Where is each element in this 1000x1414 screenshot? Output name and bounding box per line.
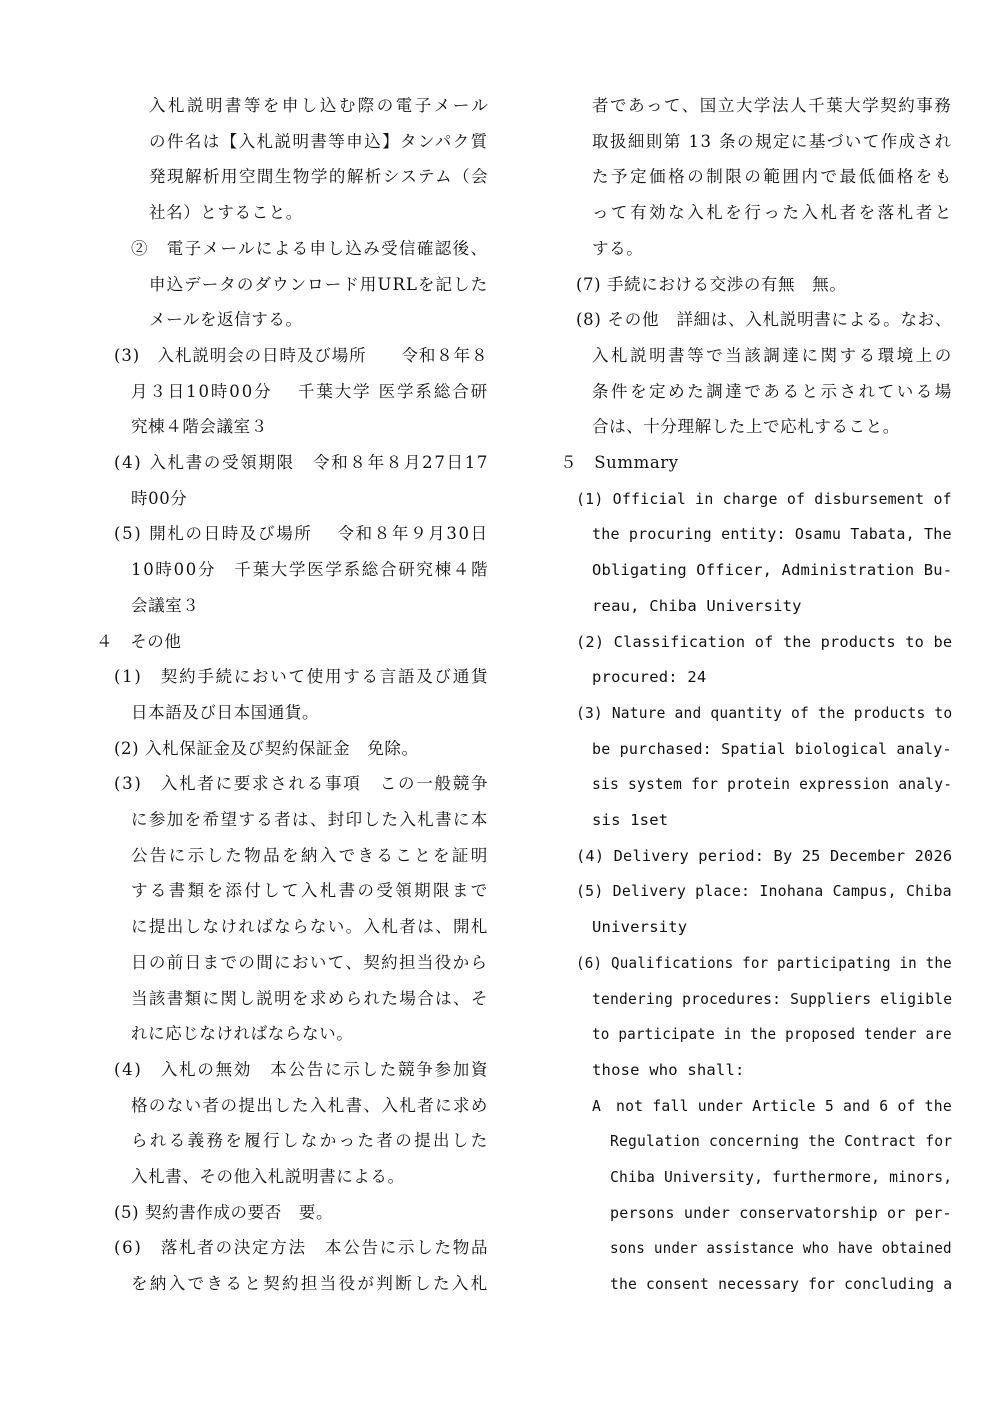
left-text-line: 発現解析用空間生物学的解析システム（会 [149,167,490,187]
left-text-line: 社名）とすること。 [149,203,303,223]
left-text-line: られる義務を履行しなかった者の提出した [131,1131,490,1151]
right-text-line: (5) Delivery place: Inohana Campus, Chiba [576,882,952,901]
left-text-line: 会議室３ [131,595,200,615]
right-text-line: the procuring entity: Osamu Tabata, The [592,525,952,544]
left-text-line: 時00分 [131,488,188,508]
left-text-line: の件名は【入札説明書等申込】タンパク質 [149,131,489,151]
right-text-line: 合は、十分理解した上で応札すること。 [592,417,900,437]
left-text-line: (4) 入札書の受領期限 令和８年８月27日17 [114,453,490,472]
right-text-line: 取扱細則第 13 条の規定に基づいて作成され [592,131,953,151]
right-text-line: sis system for protein expression analy- [592,775,953,794]
right-text-line: sons under assistance who have obtained [610,1239,952,1258]
right-text-line: those who shall: [592,1060,745,1079]
left-text-line: 公告に示した物品を納入できることを証明 [131,845,490,865]
right-text-line: persons under conservatorship or per- [610,1203,952,1222]
left-text-line: に参加を希望する者は、封印した入札書に本 [131,810,489,829]
right-text-line: sis 1set [592,811,669,829]
left-text-line: (3) 入札説明会の日時及び場所 令和８年８ [114,345,489,365]
left-text-line: 日の前日までの間において、契約担当役から [131,952,489,972]
right-text-line: 入札説明書等で当該調達に関する環境上の [592,345,954,365]
right-text-line: (6) Qualifications for participating in the [576,953,952,972]
left-text-line: (5) 開札の日時及び場所 令和８年９月30日 [114,524,489,544]
right-text-line: ５ Summary [560,453,679,472]
left-text-line: (2) 入札保証金及び契約保証金 免除。 [114,738,419,758]
right-text-line: reau, Chiba University [592,596,802,615]
right-text-line: (3) Nature and quantity of the products to [576,703,953,722]
right-text-line: (1) Official in charge of disbursement of [576,489,952,508]
right-text-line: (2) Classification of the products to be [576,632,953,651]
left-text-line: 入札説明書等を申し込む際の電子メール [149,96,491,115]
left-text-line: 月３日10時00分 千葉大学 医学系総合研 [131,381,489,401]
right-text-line: た予定価格の制限の範囲内で最低価格をも [592,167,954,187]
right-text-line: tendering procedures: Suppliers eligible [592,989,953,1008]
left-text-line: 申込データのダウンロード用URLを記した [149,274,489,294]
left-text-line: 究棟４階会議室３ [131,417,268,437]
left-text-line: メールを返信する。 [149,310,303,330]
left-text-line: 10時00分 千葉大学医学系総合研究棟４階 [131,560,490,580]
left-text-line: (5) 契約書作成の要否 要。 [114,1202,334,1222]
left-text-line: ４ その他 [96,631,182,651]
left-text-line: する書類を添付して入札書の受領期限まで [131,881,490,901]
right-text-line: (7) 手続における交渉の有無 無。 [576,274,847,294]
left-text-line: れに応じなければならない。 [131,1024,354,1044]
right-text-line: Regulation concerning the Contract for [610,1132,953,1151]
left-text-line: 格のない者の提出した入札書、入札者に求め [131,1095,489,1115]
right-text-line: Obligating Officer, Administration Bu- [592,561,953,580]
right-text-line: University [592,918,688,937]
left-text-line: (6) 落札者の決定方法 本公告に示した物品 [114,1238,490,1258]
right-text-line: って有効な入札を行った入札者を落札者と [592,203,954,223]
right-text-line: する。 [592,238,644,258]
right-text-line: procured: 24 [592,668,707,687]
left-text-line: (4) 入札の無効 本公告に示した競争参加資 [114,1059,490,1079]
right-text-line: the consent necessary for concluding a [610,1275,953,1294]
left-text-line: ② 電子メールによる申し込み受信確認後、 [131,238,489,258]
left-text-line: (1) 契約手続において使用する言語及び通貨 [114,667,490,687]
right-text-line: 条件を定めた調達であると示されている場 [592,381,954,401]
right-text-line: (4) Delivery period: By 25 December 2026 [576,846,953,865]
right-text-line: A not fall under Article 5 and 6 of the [592,1096,952,1115]
right-text-line: 者であって、国立大学法人千葉大学契約事務 [592,96,953,115]
right-text-line: to participate in the proposed tender are [592,1025,952,1044]
right-text-line: (8) その他 詳細は、入札説明書による。なお、 [576,310,953,330]
left-text-line: (3) 入札者に要求される事項 この一般競争 [114,774,490,794]
left-text-line: 日本語及び日本国通貨。 [131,702,320,722]
right-text-line: Chiba University, furthermore, minors, [610,1168,953,1186]
left-text-line: を納入できると契約担当役が判断した入札 [131,1274,490,1294]
left-text-line: 当該書類に関し説明を求められた場合は、そ [131,988,489,1008]
left-text-line: に提出しなければならない。入札者は、開札 [131,917,489,937]
left-text-line: 入札書、その他入札説明書による。 [131,1167,405,1186]
right-text-line: be purchased: Spatial biological analy- [592,739,952,758]
